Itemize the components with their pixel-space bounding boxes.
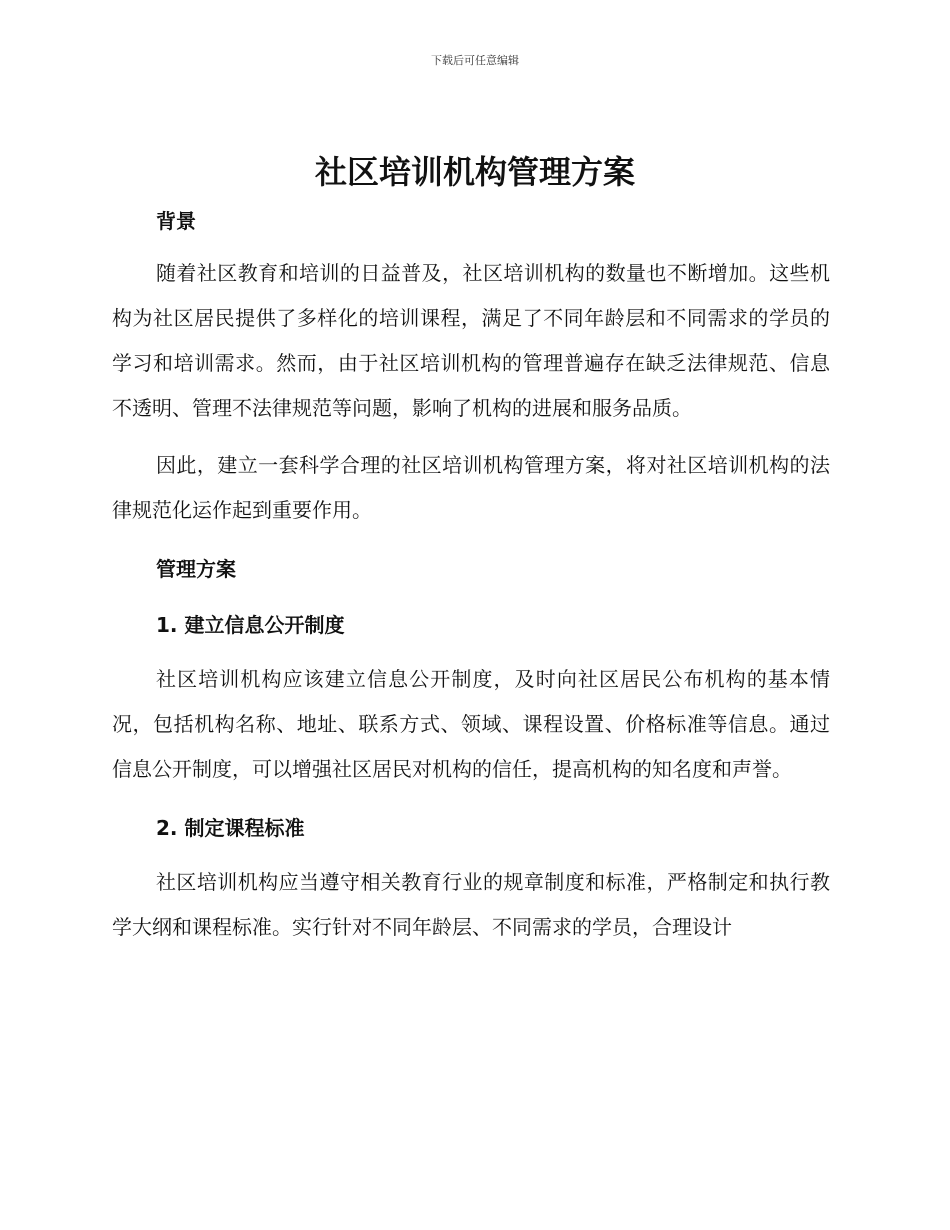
page-header: 下载后可任意编辑 [431, 54, 519, 67]
paragraph-background-1: 随着社区教育和培训的日益普及，社区培训机构的数量也不断增加。这些机构为社区居民提供了多样化的培训课程，满足了不同年龄层和不同需求的学员的学习和培训需求。然而，由于社区培训机构的管理普遍存在缺乏法律规范、信息不透明、管理不法律规范等问题，影响了机构的进展和服务品质。 [112, 261, 830, 420]
subheading-item-2: 2. 制定课程标准 [156, 816, 305, 840]
section-heading-background: 背景 [156, 209, 196, 233]
paragraph-item-1: 社区培训机构应该建立信息公开制度，及时向社区居民公布机构的基本情况，包括机构名称、地址、联系方式、领域、课程设置、价格标准等信息。通过信息公开制度，可以增强社区居民对机构的信任，提高机构的知名度和声誉。 [112, 667, 830, 781]
document-title: 社区培训机构管理方案 [314, 153, 635, 191]
paragraph-item-2: 社区培训机构应当遵守相关教育行业的规章制度和标准，严格制定和执行教学大纲和课程标准。实行针对不同年龄层、不同需求的学员，合理设计 [112, 870, 830, 939]
paragraph-background-2: 因此，建立一套科学合理的社区培训机构管理方案，将对社区培训机构的法律规范化运作起到重要作用。 [112, 453, 830, 522]
subheading-item-1: 1. 建立信息公开制度 [156, 613, 345, 637]
section-heading-plan: 管理方案 [156, 557, 236, 581]
document-body [112, 205, 830, 950]
